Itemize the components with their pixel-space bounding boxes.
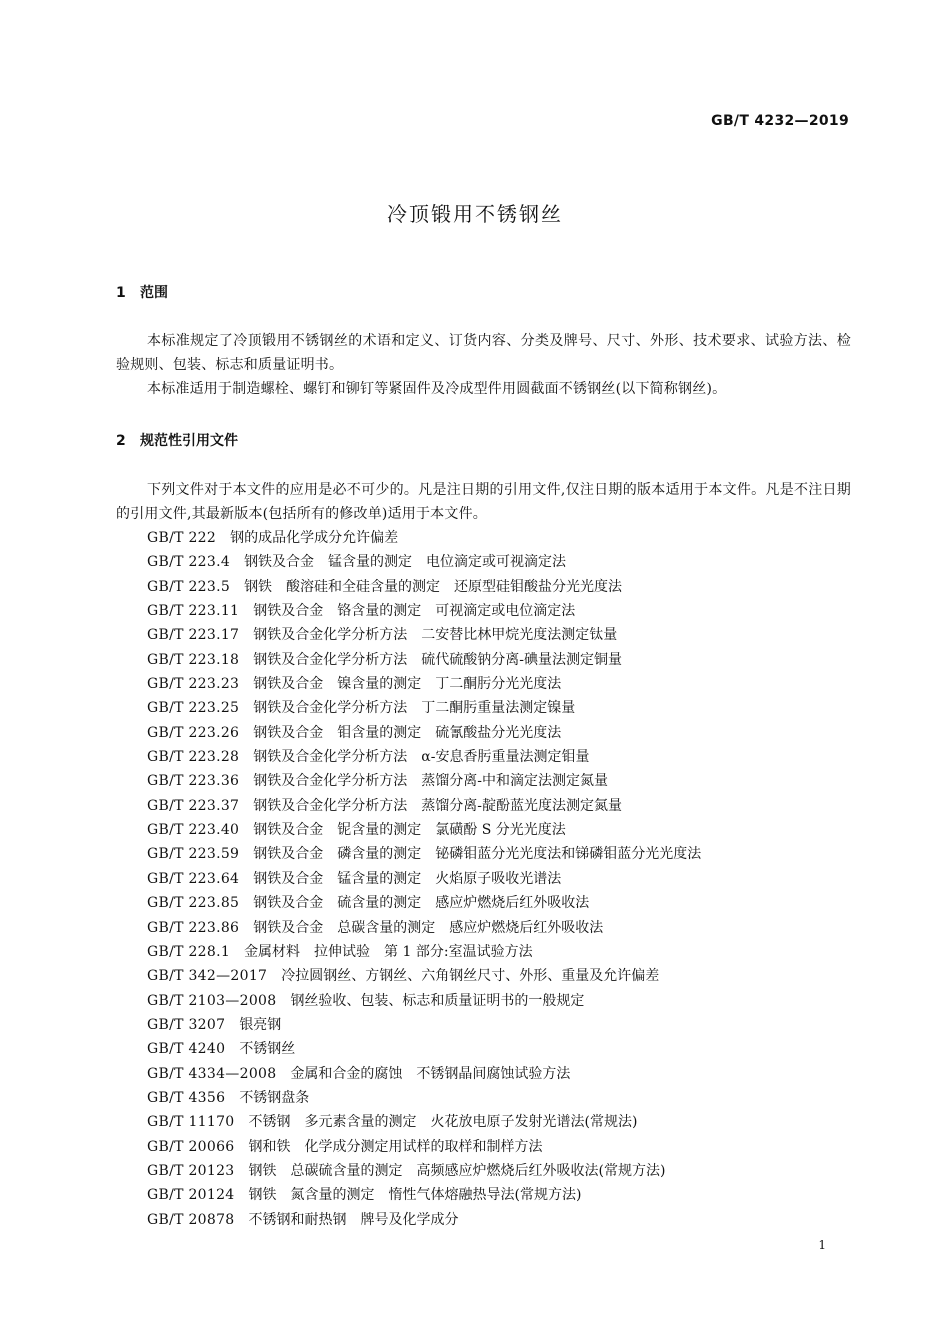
- reference-item: [147, 550, 852, 574]
- page-number: 1: [818, 1238, 826, 1252]
- reference-code: GB/T 223.26: [147, 724, 240, 741]
- reference-item: [147, 794, 852, 818]
- reference-item: [147, 940, 852, 964]
- reference-item: [147, 769, 852, 793]
- reference-item: [147, 721, 852, 745]
- reference-item: [147, 648, 852, 672]
- reference-item: [147, 526, 852, 550]
- reference-title: 钢的成品化学成分允许偏差: [230, 530, 399, 546]
- reference-title: 钢铁及合金 锰含量的测定 电位滴定或可视滴定法: [244, 554, 567, 571]
- reference-code: GB/T 20124: [147, 1187, 235, 1204]
- reference-title: 不锈钢和耐热钢 牌号及化学成分: [248, 1211, 459, 1228]
- reference-code: GB/T 223.5: [147, 578, 231, 595]
- reference-title: 钢铁及合金 锰含量的测定 火焰原子吸收光谱法: [253, 870, 562, 887]
- reference-title: 钢铁 酸溶硅和全硅含量的测定 还原型硅钼酸盐分光光度法: [244, 578, 623, 595]
- section-1-number: 1: [116, 285, 126, 301]
- reference-code: GB/T 223.17: [147, 627, 240, 644]
- reference-title: 钢铁及合金 磷含量的测定 铋磷钼蓝分光光度法和锑磷钼蓝分光光度法: [253, 846, 702, 863]
- reference-code: GB/T 223.11: [147, 603, 240, 620]
- reference-title: 钢铁及合金化学分析方法 蒸馏分离-靛酚蓝光度法测定氮量: [253, 797, 622, 814]
- reference-code: GB/T 223.23: [147, 676, 240, 693]
- section-2-number: 2: [116, 433, 126, 449]
- section-1-heading: [116, 282, 168, 302]
- reference-title: 钢和铁 化学成分测定用试样的取样和制样方法: [248, 1138, 543, 1155]
- reference-item: [147, 1208, 852, 1232]
- reference-title: 不锈钢盘条: [239, 1089, 310, 1106]
- scope-paragraph-1: 本标准规定了冷顶锻用不锈钢丝的术语和定义、订货内容、分类及牌号、尺寸、外形、技术要求、试验方法、检验规则、包装、标志和质量证明书。: [116, 333, 851, 373]
- reference-item: [147, 1037, 852, 1061]
- reference-title: 钢铁及合金化学分析方法 蒸馏分离-中和滴定法测定氮量: [253, 773, 608, 790]
- reference-code: GB/T 4240: [147, 1041, 226, 1058]
- reference-title: 冷拉圆钢丝、方钢丝、六角钢丝尺寸、外形、重量及允许偏差: [281, 968, 660, 985]
- reference-item: [147, 1062, 852, 1086]
- reference-title: 钢铁及合金 铌含量的测定 氯磺酚 S 分光光度法: [253, 822, 566, 839]
- reference-title: 钢铁及合金化学分析方法 α-安息香肟重量法测定钼量: [253, 749, 590, 766]
- reference-title: 钢铁及合金化学分析方法 二安替比林甲烷光度法测定钛量: [253, 627, 618, 644]
- section-1-title: 范围: [140, 285, 168, 301]
- references-intro: 下列文件对于本文件的应用是必不可少的。凡是注日期的引用文件,仅注日期的版本适用于本文件。凡是不注日期的引用文件,其最新版本(包括所有的修改单)适用于本文件。: [116, 482, 851, 522]
- reference-title: 不锈钢 多元素含量的测定 火花放电原子发射光谱法(常规法): [248, 1114, 638, 1131]
- reference-code: GB/T 342—2017: [147, 968, 268, 985]
- reference-item: [147, 745, 852, 769]
- section-2-title: 规范性引用文件: [140, 433, 238, 449]
- reference-item: [147, 1135, 852, 1159]
- reference-code: GB/T 223.85: [147, 895, 240, 912]
- reference-code: GB/T 2103—2008: [147, 992, 277, 1009]
- reference-title: 钢铁 总碳硫含量的测定 高频感应炉燃烧后红外吸收法(常规方法): [248, 1162, 666, 1179]
- reference-code: GB/T 228.1: [147, 943, 231, 960]
- reference-code: GB/T 4356: [147, 1089, 226, 1106]
- reference-title: 钢铁及合金 铬含量的测定 可视滴定或电位滴定法: [253, 603, 576, 620]
- reference-item: [147, 1013, 852, 1037]
- reference-item: [147, 1183, 852, 1207]
- reference-title: 钢铁 氮含量的测定 惰性气体熔融热导法(常规方法): [248, 1187, 582, 1204]
- reference-item: [147, 575, 852, 599]
- reference-code: GB/T 11170: [147, 1114, 235, 1131]
- reference-title: 不锈钢丝: [239, 1041, 296, 1058]
- reference-code: GB/T 223.37: [147, 797, 240, 814]
- reference-item: [147, 696, 852, 720]
- reference-item: [147, 989, 852, 1013]
- reference-code: GB/T 223.59: [147, 846, 240, 863]
- reference-item: [147, 867, 852, 891]
- reference-code: GB/T 223.4: [147, 554, 231, 571]
- reference-code: GB/T 223.28: [147, 749, 240, 766]
- reference-title: 钢铁及合金 硫含量的测定 感应炉燃烧后红外吸收法: [253, 895, 590, 912]
- reference-title: 钢铁及合金 镍含量的测定 丁二酮肟分光光度法: [253, 676, 562, 693]
- reference-item: [147, 964, 852, 988]
- reference-item: [147, 842, 852, 866]
- reference-item: [147, 891, 852, 915]
- reference-code: GB/T 223.40: [147, 822, 240, 839]
- reference-item: [147, 672, 852, 696]
- reference-code: GB/T 223.86: [147, 919, 240, 936]
- standard-number: GB/T 4232—2019: [711, 113, 849, 129]
- document-title: 冷顶锻用不锈钢丝: [387, 202, 563, 226]
- reference-item: [147, 916, 852, 940]
- reference-list: [147, 526, 852, 1232]
- reference-title: 钢铁及合金化学分析方法 硫代硫酸钠分离-碘量法测定铜量: [253, 651, 622, 668]
- reference-code: GB/T 223.25: [147, 700, 240, 717]
- reference-code: GB/T 222: [147, 530, 217, 546]
- reference-item: [147, 623, 852, 647]
- reference-title: 金属和合金的腐蚀 不锈钢晶间腐蚀试验方法: [290, 1065, 571, 1082]
- reference-item: [147, 1086, 852, 1110]
- reference-code: GB/T 4334—2008: [147, 1065, 277, 1082]
- reference-title: 金属材料 拉伸试验 第 1 部分:室温试验方法: [244, 943, 533, 960]
- section-2-heading: [116, 430, 238, 450]
- reference-item: [147, 1110, 852, 1134]
- reference-code: GB/T 223.64: [147, 870, 240, 887]
- reference-item: [147, 818, 852, 842]
- scope-paragraph-2: 本标准适用于制造螺栓、螺钉和铆钉等紧固件及冷成型件用圆截面不锈钢丝(以下简称钢丝)。: [147, 381, 727, 397]
- reference-item: [147, 1159, 852, 1183]
- reference-code: GB/T 20066: [147, 1138, 235, 1155]
- reference-title: 银亮钢: [239, 1016, 282, 1033]
- reference-code: GB/T 20878: [147, 1211, 235, 1228]
- reference-title: 钢铁及合金化学分析方法 丁二酮肟重量法测定镍量: [253, 700, 576, 717]
- reference-title: 钢铁及合金 钼含量的测定 硫氰酸盐分光光度法: [253, 724, 562, 741]
- reference-code: GB/T 223.18: [147, 651, 240, 668]
- reference-item: [147, 599, 852, 623]
- reference-title: 钢丝验收、包装、标志和质量证明书的一般规定: [290, 992, 585, 1009]
- reference-code: GB/T 3207: [147, 1016, 226, 1033]
- reference-title: 钢铁及合金 总碳含量的测定 感应炉燃烧后红外吸收法: [253, 919, 604, 936]
- reference-code: GB/T 20123: [147, 1162, 235, 1179]
- reference-code: GB/T 223.36: [147, 773, 240, 790]
